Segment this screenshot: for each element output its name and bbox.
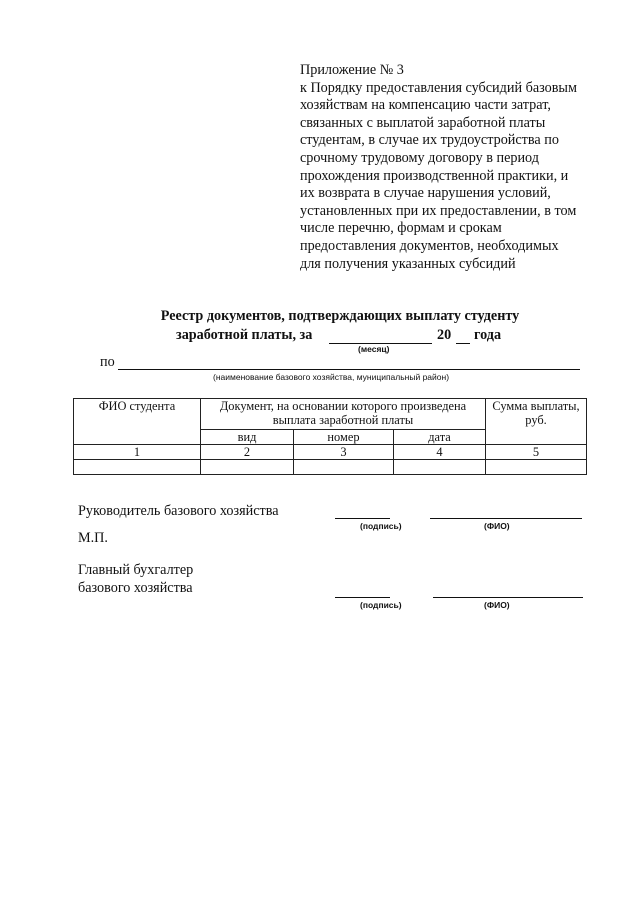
year-prefix: 20 [437,327,452,343]
year-suffix: года [474,327,502,343]
empty-cell[interactable] [201,460,294,475]
accountant-label-line2: базового хозяйства [78,580,193,596]
appendix-line: хозяйствам на компенсацию части затрат, [300,97,551,114]
header-amount: Сумма выплаты, руб. [486,399,587,445]
head-label: Руководитель базового хозяйства [78,503,279,519]
accountant-label-line1: Главный бухгалтер [78,562,194,578]
column-number: 1 [74,445,201,460]
header-student-name: ФИО студента [74,399,201,445]
farm-caption: (наименование базового хозяйства, муниципальный район) [213,372,450,382]
po-label: по [100,354,115,370]
empty-cell[interactable] [394,460,486,475]
empty-cell[interactable] [74,460,201,475]
column-number: 5 [486,445,587,460]
year-blank[interactable] [456,343,470,344]
appendix-line: студентам, в случае их трудоустройства по [300,132,559,149]
appendix-line: их возврата в случае нарушения условий, [300,185,551,202]
register-title: Реестр документов, подтверждающих выплату студенту [160,308,520,324]
accountant-signature-caption: (подпись) [360,600,402,610]
appendix-title: Приложение № 3 [300,62,404,78]
header-document: Документ, на основании которого произведена выплата заработной платы [201,399,486,430]
appendix-line: предоставления документов, необходимых [300,237,559,254]
appendix-line: числе перечню, формам и срокам [300,220,502,237]
header-doc-number: номер [294,430,394,445]
appendix-line: к Порядку предоставления субсидий базовым [300,79,577,96]
register-table [73,398,587,475]
period-prefix: заработной платы, за [176,327,313,343]
head-name-line[interactable] [430,517,582,519]
head-name-caption: (ФИО) [484,521,510,531]
header-doc-type: вид [201,430,294,445]
stamp-label: М.П. [78,530,108,546]
header-doc-date: дата [394,430,486,445]
appendix-line: связанных с выплатой заработной платы [300,114,546,131]
empty-cell[interactable] [486,460,587,475]
appendix-line: установленных при их предоставлении, в том [300,202,577,219]
appendix-line: срочному трудовому договору в период [300,149,539,166]
column-number: 3 [294,445,394,460]
appendix-block [300,62,610,273]
register-title-period [176,327,312,344]
accountant-signature-line[interactable] [335,596,390,598]
empty-cell[interactable] [294,460,394,475]
farm-name-blank[interactable] [118,369,580,370]
head-signature-line[interactable] [335,517,390,519]
column-number: 4 [394,445,486,460]
head-signature-caption: (подпись) [360,521,402,531]
appendix-line: прохождения производственной практики, и [300,167,569,184]
appendix-line: для получения указанных субсидий [300,255,516,272]
year-text [437,327,451,344]
accountant-name-caption: (ФИО) [484,600,510,610]
accountant-name-line[interactable] [433,596,583,598]
column-number: 2 [201,445,294,460]
month-caption: (месяц) [358,344,390,354]
